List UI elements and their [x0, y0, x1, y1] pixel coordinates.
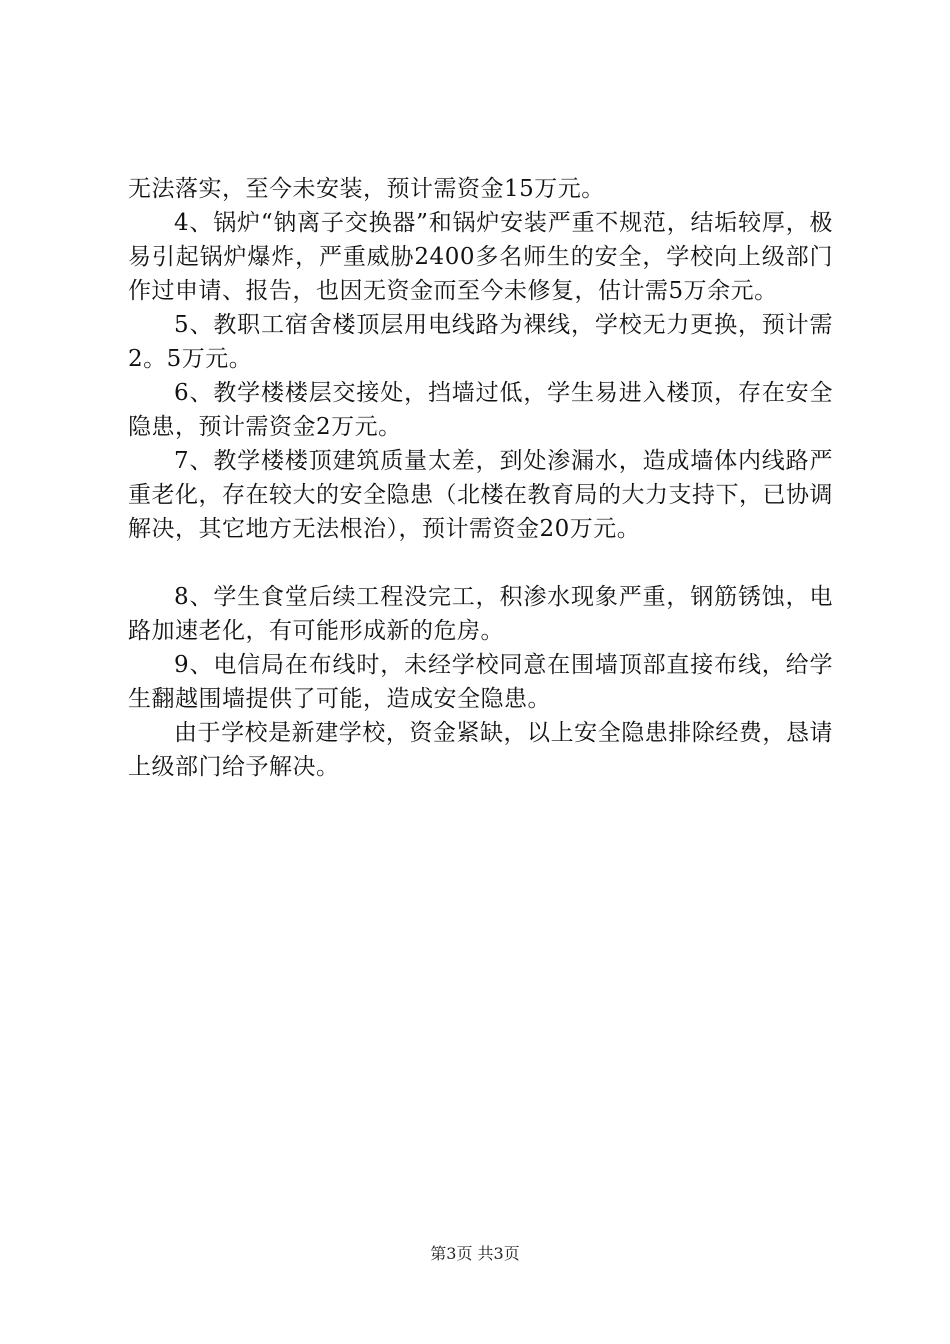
paragraph-item-5: 5、教职工宿舍楼顶层用电线路为裸线，学校无力更换，预计需2。5万元。	[128, 312, 833, 372]
paragraph-item-7: 7、教学楼楼顶建筑质量太差，到处渗漏水，造成墙体内线路严重老化，存在较大的安全隐患（北楼在教育局的大力支持下，已协调解决，其它地方无法根治），预计需资金20万元。	[128, 448, 833, 542]
paragraph-continuation: 无法落实，至今未安装，预计需资金15万元。	[128, 176, 605, 202]
paragraph-item-8: 8、学生食堂后续工程没完工，积渗水现象严重，钢筋锈蚀，电路加速老化，有可能形成新的危房。	[128, 584, 833, 644]
paragraph-item-6: 6、教学楼楼层交接处，挡墙过低，学生易进入楼顶，存在安全隐患，预计需资金2万元。	[128, 380, 833, 440]
document-body	[128, 172, 833, 784]
paragraph-conclusion: 由于学校是新建学校，资金紧缺，以上安全隐患排除经费，恳请上级部门给予解决。	[128, 720, 833, 780]
paragraph-item-9: 9、电信局在布线时，未经学校同意在围墙顶部直接布线，给学生翻越围墙提供了可能，造成安全隐患。	[128, 652, 833, 712]
paragraph-item-4: 4、锅炉“钠离子交换器”和锅炉安装严重不规范，结垢较厚，极易引起锅炉爆炸，严重威胁2400多名师生的安全，学校向上级部门作过申请、报告，也因无资金而至今未修复，估计需5万余元。	[128, 210, 833, 304]
page-number-footer: 第3页 共3页	[430, 1244, 520, 1263]
